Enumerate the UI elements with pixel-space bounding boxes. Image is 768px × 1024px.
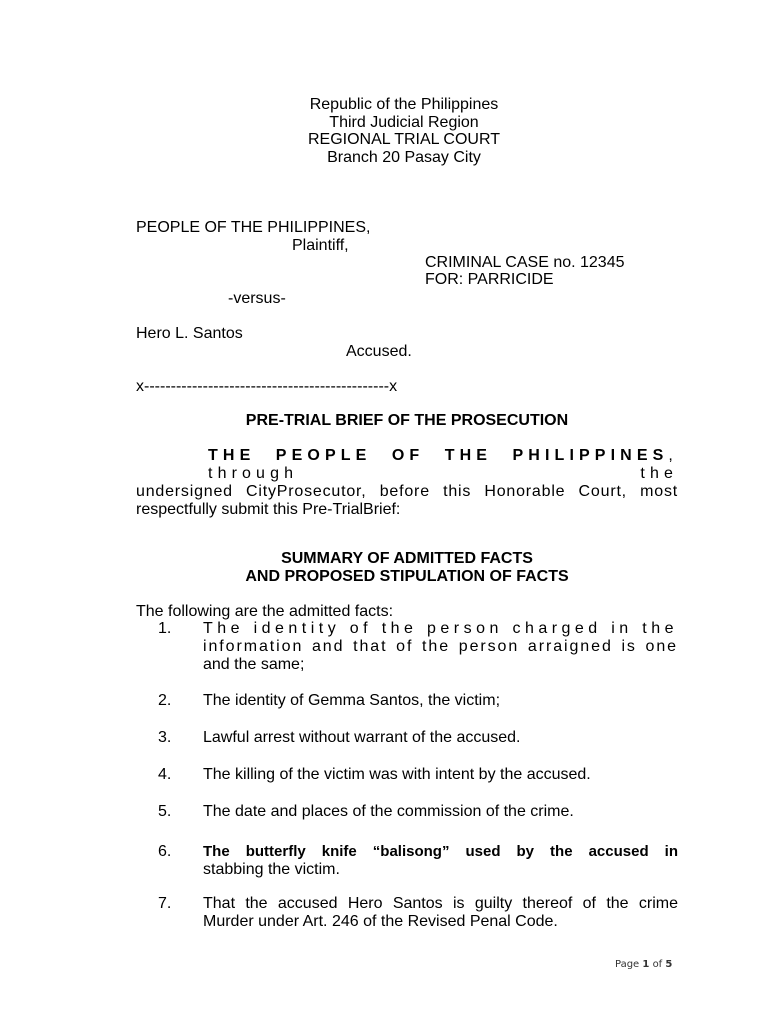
intro-line-2: undersigned CityProsecutor, before this Honorable Court, most — [136, 483, 678, 500]
intro-party: THE PEOPLE OF THE PHILIPPINES — [208, 447, 669, 464]
header-court: REGIONAL TRIAL COURT — [307, 131, 501, 148]
fact-item-4: The killing of the victim was with intent by the accused. — [203, 766, 591, 783]
versus-label: -versus- — [228, 290, 286, 307]
facts-lead: The following are the admitted facts: — [136, 603, 394, 620]
footer-of-word: of — [652, 959, 663, 970]
fact-number: 2. — [158, 692, 172, 709]
case-charge: FOR: PARRICIDE — [425, 271, 554, 288]
fact-number: 5. — [158, 803, 172, 820]
fact-6-line-2: stabbing the victim. — [203, 861, 340, 878]
fact-item-5: The date and places of the commission of the crime. — [203, 803, 574, 820]
fact-6-line-1: The butterfly knife “balisong” used by the accused in — [203, 843, 678, 860]
intro-line-1 — [136, 447, 678, 483]
fact-1-line-2: information and that of the person arraigned is one — [203, 638, 678, 655]
intro-line1-rest: , through the — [208, 447, 678, 482]
footer-page-total: 5 — [665, 959, 673, 970]
plaintiff-role: Plaintiff, — [292, 237, 349, 254]
fact-number: 1. — [158, 620, 172, 637]
fact-number: 7. — [158, 895, 172, 912]
caption-separator: x----------------------------------------------x — [136, 378, 398, 395]
fact-number: 6. — [158, 843, 172, 860]
fact-item-1 — [203, 620, 678, 674]
fact-number: 4. — [158, 766, 172, 783]
fact-item-7 — [203, 895, 678, 931]
intro-line-3: respectfully submit this Pre-TrialBrief: — [136, 501, 401, 518]
document-title: PRE-TRIAL BRIEF OF THE PROSECUTION — [245, 412, 569, 429]
section-heading-1: SUMMARY OF ADMITTED FACTS — [281, 550, 533, 567]
court-header — [0, 96, 768, 166]
footer-page-word: Page — [615, 959, 640, 970]
case-number: CRIMINAL CASE no. 12345 — [425, 254, 625, 271]
fact-1-line-3: and the same; — [203, 656, 305, 673]
accused-role: Accused. — [346, 343, 412, 360]
footer-page-current: 1 — [642, 959, 650, 970]
header-branch: Branch 20 Pasay City — [327, 148, 481, 166]
fact-1-line-1: The identity of the person charged in the — [203, 620, 678, 637]
page-footer — [615, 956, 672, 974]
header-region: Third Judicial Region — [329, 113, 479, 131]
fact-item-2: The identity of Gemma Santos, the victim; — [203, 692, 501, 709]
section-heading-2: AND PROPOSED STIPULATION OF FACTS — [245, 568, 569, 585]
fact-number: 3. — [158, 729, 172, 746]
fact-item-3: Lawful arrest without warrant of the accused. — [203, 729, 521, 746]
fact-7-line-1: That the accused Hero Santos is guilty thereof of the crime — [203, 895, 678, 912]
fact-7-line-2: Murder under Art. 246 of the Revised Penal Code. — [203, 913, 558, 930]
fact-item-6 — [203, 843, 678, 879]
accused-name: Hero L. Santos — [136, 325, 243, 342]
header-republic: Republic of the Philippines — [309, 96, 499, 113]
intro-paragraph — [136, 447, 678, 519]
plaintiff-name: PEOPLE OF THE PHILIPPINES, — [136, 219, 371, 236]
